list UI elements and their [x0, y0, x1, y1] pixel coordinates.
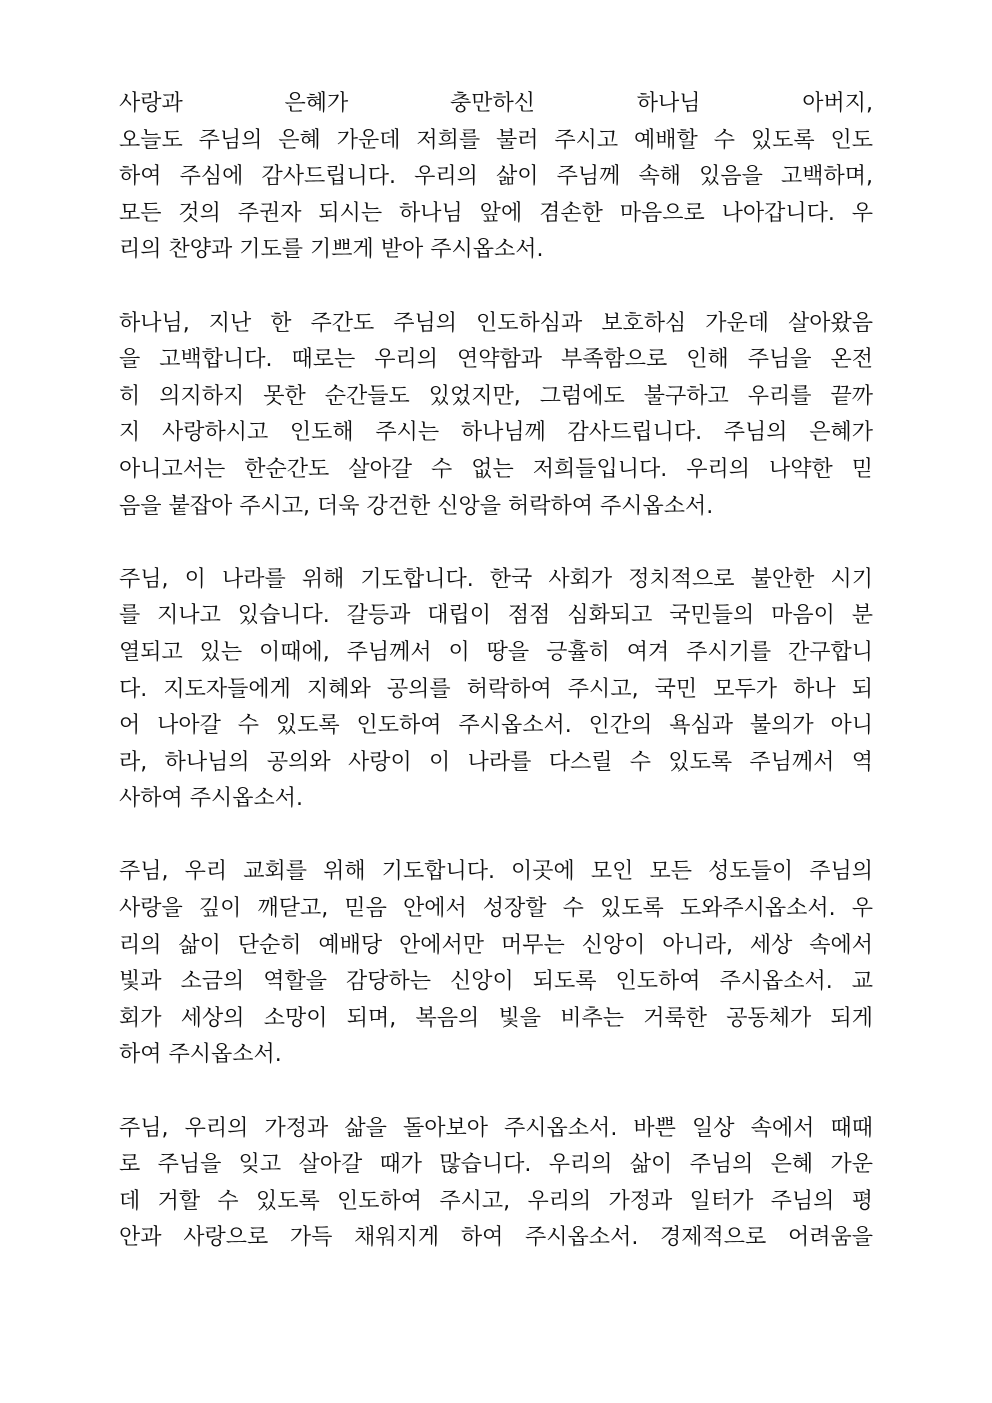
text-line: 히 의지하지 못한 순간들도 있었지만, 그럼에도 불구하고 우리를 끝까: [119, 383, 873, 409]
text-line: 아니고서는 한순간도 살아갈 수 없는 저희들입니다. 우리의 나약한 믿: [119, 456, 873, 482]
text-line: 사랑을 깊이 깨닫고, 믿음 안에서 성장할 수 있도록 도와주시옵소서. 우: [119, 896, 873, 922]
paragraph-gap: [119, 525, 873, 562]
text-line: 다. 지도자들에게 지혜와 공의를 허락하여 주시고, 국민 모두가 하나 되: [119, 676, 873, 702]
text-line: 안과 사랑으로 가득 채워지게 하여 주시옵소서. 경제적으로 어려움을: [119, 1225, 873, 1251]
text-line: 하여 주시옵소서.: [119, 1042, 282, 1068]
text-line: 열되고 있는 이때에, 주님께서 이 땅을 긍휼히 여겨 주시기를 간구합니: [119, 639, 873, 665]
paragraph: [119, 86, 873, 269]
text-line: 모든 것의 주권자 되시는 하나님 앞에 겸손한 마음으로 나아갑니다. 우: [119, 200, 873, 226]
text-line: 사랑과 은혜가 충만하신 하나님 아버지,: [119, 91, 873, 116]
text-line: 를 지나고 있습니다. 갈등과 대립이 점점 심화되고 국민들의 마음이 분: [119, 603, 873, 629]
text-line: 데 거할 수 있도록 인도하여 주시고, 우리의 가정과 일터가 주님의 평: [119, 1188, 873, 1214]
text-line: 주님, 우리 교회를 위해 기도합니다. 이곳에 모인 모든 성도들이 주님의: [119, 859, 873, 885]
text-line: 을 고백합니다. 때로는 우리의 연약함과 부족함으로 인해 주님을 온전: [119, 347, 873, 373]
text-line: 리의 찬양과 기도를 기쁘게 받아 주시옵소서.: [119, 237, 544, 263]
paragraph: [119, 854, 873, 1074]
paragraph-gap: [119, 818, 873, 855]
text-line: 음을 붙잡아 주시고, 더욱 강건한 신앙을 허락하여 주시옵소서.: [119, 493, 714, 519]
text-line: 주님, 이 나라를 위해 기도합니다. 한국 사회가 정치적으로 불안한 시기: [119, 566, 873, 592]
text-line: 어 나아갈 수 있도록 인도하여 주시옵소서. 인간의 욕심과 불의가 아니: [119, 713, 873, 739]
text-line: 하여 주심에 감사드립니다. 우리의 삶이 주님께 속해 있음을 고백하며,: [119, 164, 873, 190]
text-line: 사하여 주시옵소서.: [119, 786, 304, 812]
text-line: 오늘도 주님의 은혜 가운데 저희를 불러 주시고 예배할 수 있도록 인도: [119, 127, 873, 153]
text-line: 지 사랑하시고 인도해 주시는 하나님께 감사드립니다. 주님의 은혜가: [119, 420, 873, 446]
prayer-text: [119, 86, 873, 1257]
text-line: 라, 하나님의 공의와 사랑이 이 나라를 다스릴 수 있도록 주님께서 역: [119, 749, 873, 775]
text-line: 리의 삶이 단순히 예배당 안에서만 머무는 신앙이 아니라, 세상 속에서: [119, 932, 873, 958]
text-line: 하나님, 지난 한 주간도 주님의 인도하심과 보호하심 가운데 살아왔음: [119, 310, 873, 336]
text-line: 로 주님을 잊고 살아갈 때가 많습니다. 우리의 삶이 주님의 은혜 가운: [119, 1152, 873, 1178]
paragraph-gap: [119, 269, 873, 306]
text-line: 회가 세상의 소망이 되며, 복음의 빛을 비추는 거룩한 공동체가 되게: [119, 1005, 873, 1031]
paragraph: [119, 562, 873, 818]
paragraph: [119, 306, 873, 526]
text-line: 빛과 소금의 역할을 감당하는 신앙이 되도록 인도하여 주시옵소서. 교: [119, 969, 873, 995]
text-line: 주님, 우리의 가정과 삶을 돌아보아 주시옵소서. 바쁜 일상 속에서 때때: [119, 1115, 873, 1141]
paragraph-gap: [119, 1074, 873, 1111]
paragraph: [119, 1111, 873, 1257]
